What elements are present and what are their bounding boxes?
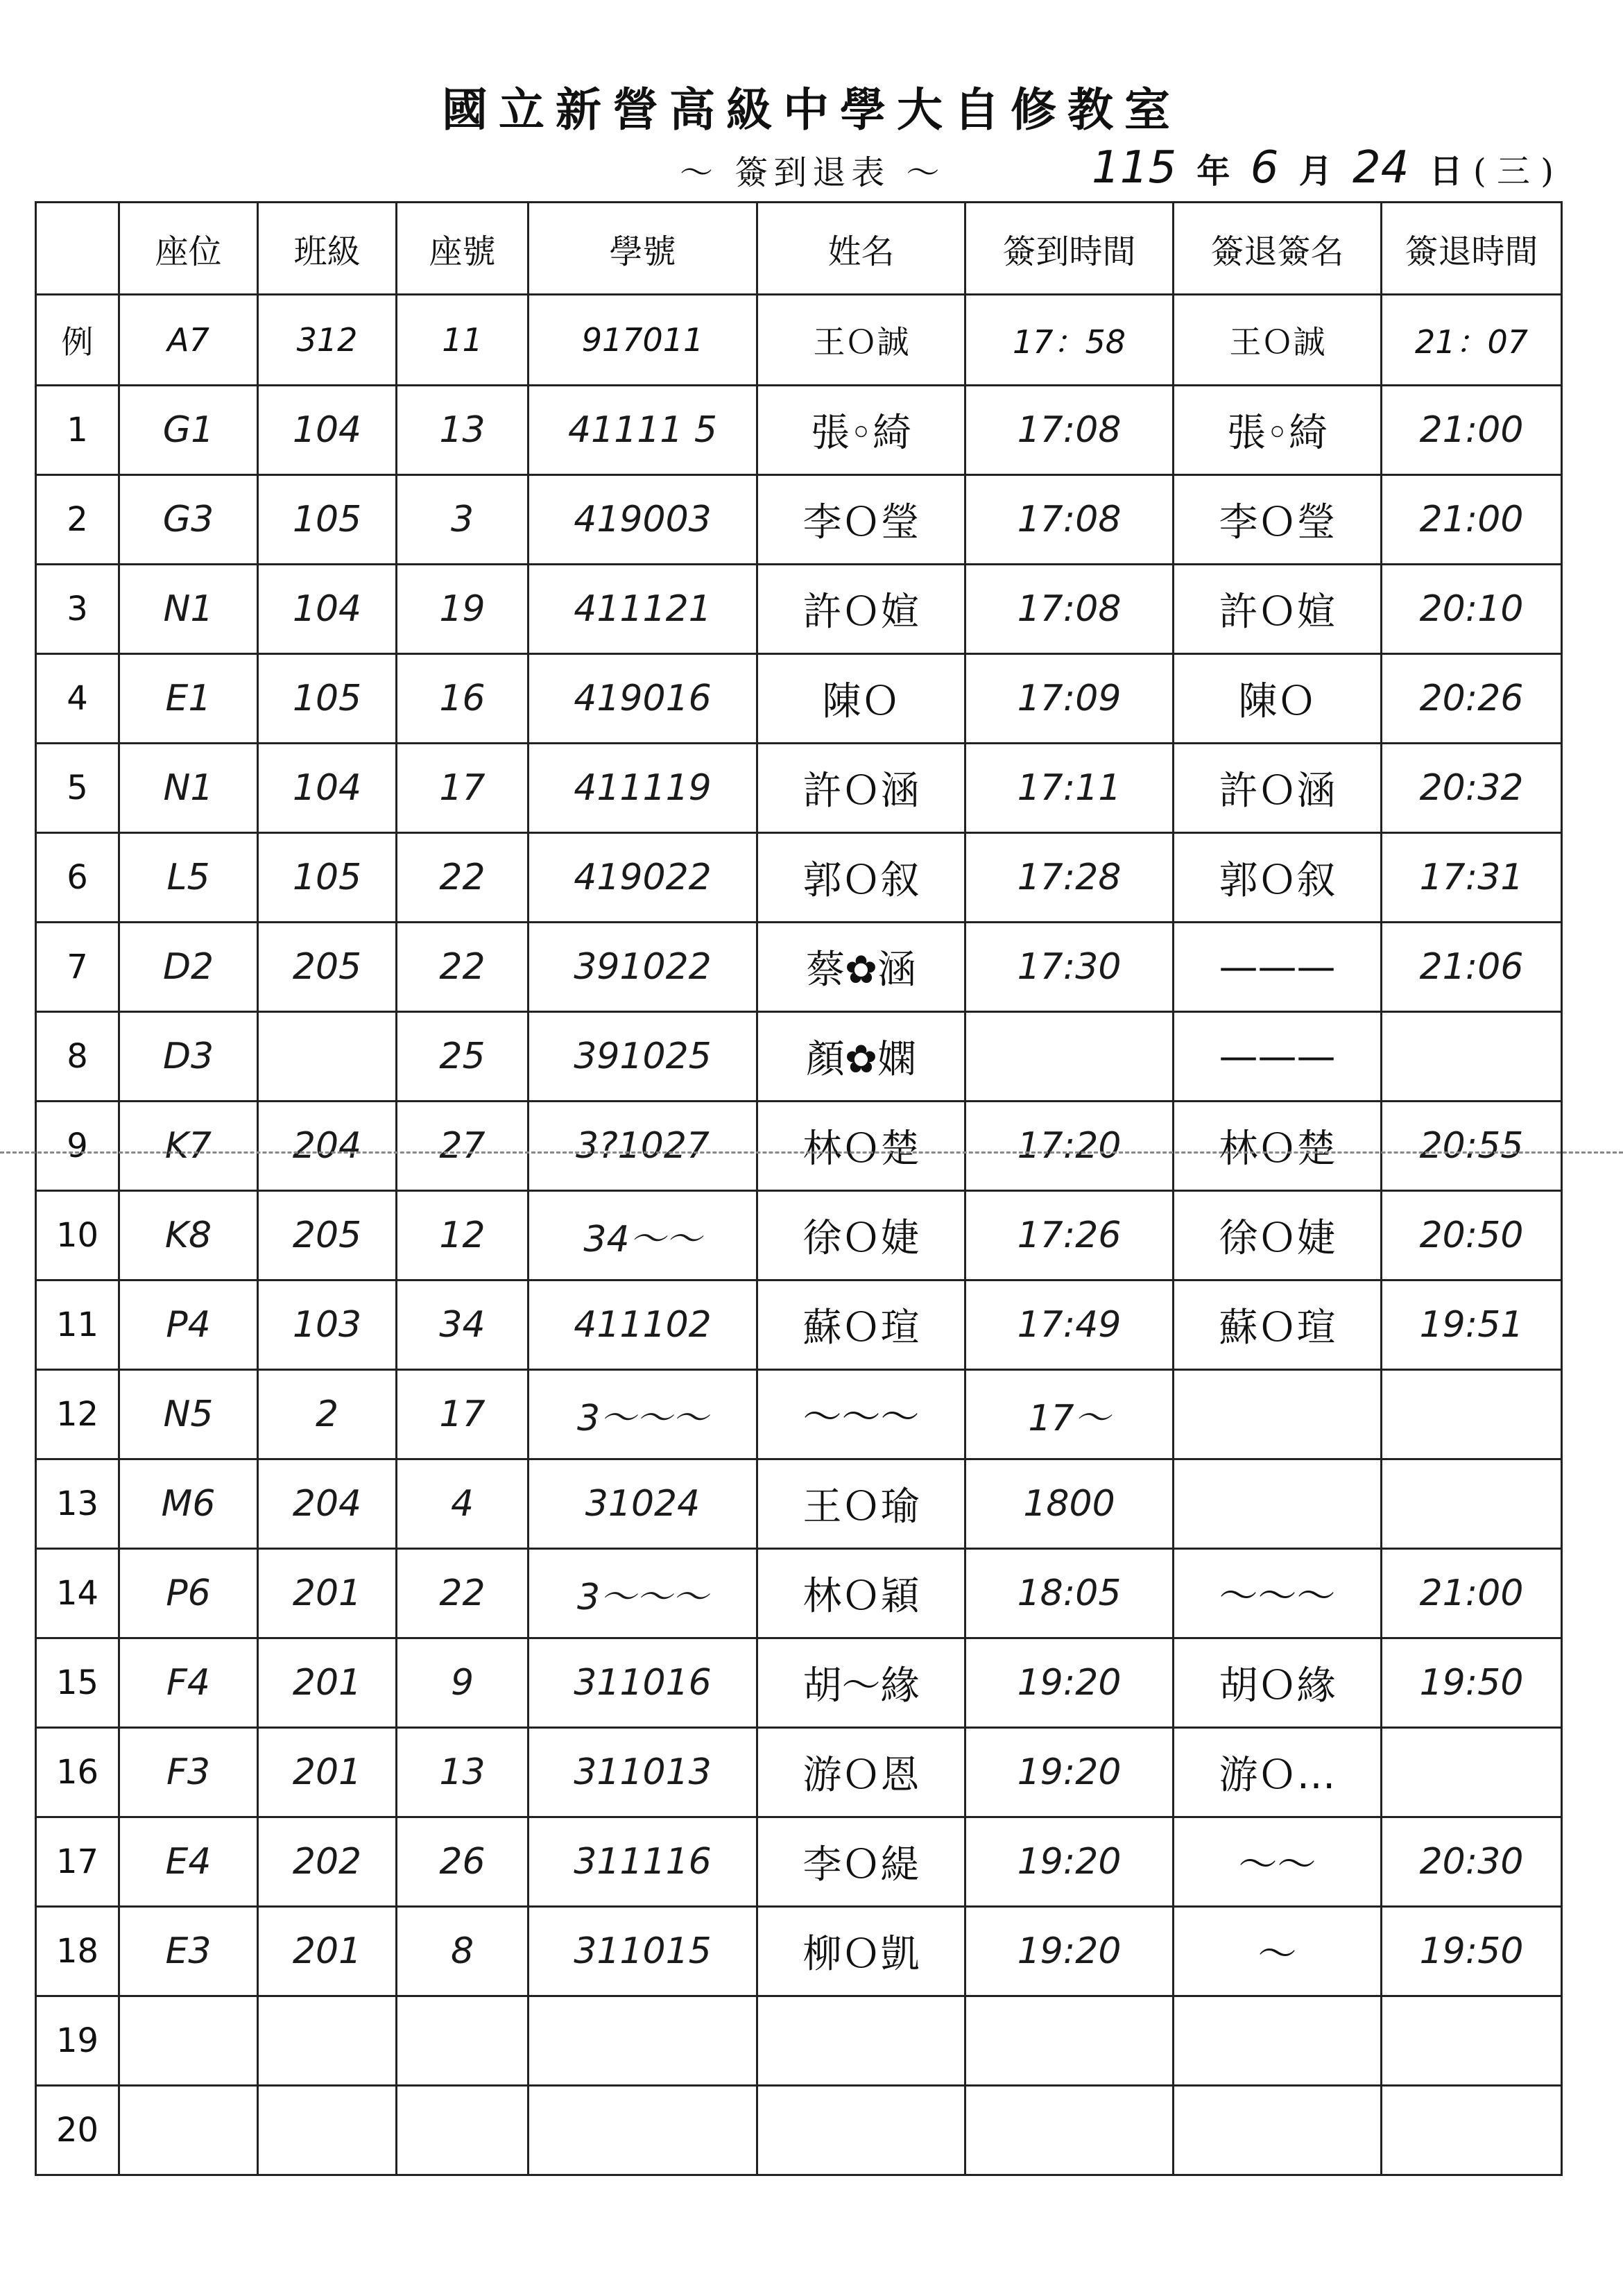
seat-cell: E3 xyxy=(119,1907,258,1996)
table-row xyxy=(36,1638,1562,1728)
row-number: 14 xyxy=(36,1549,119,1638)
sign-out-time-cell: 21:00 xyxy=(1382,1549,1562,1638)
row-number: 15 xyxy=(36,1638,119,1728)
sign-out-signature-cell: ——— xyxy=(1174,1012,1382,1102)
name-cell: 許Ｏ涵 xyxy=(757,744,965,833)
sign-out-time-cell: 20:50 xyxy=(1382,1191,1562,1280)
sign-in-time-cell: 17:49 xyxy=(965,1280,1174,1370)
class-cell xyxy=(258,1996,397,2086)
sign-out-time-cell: 17:31 xyxy=(1382,833,1562,923)
seat-cell: M6 xyxy=(119,1459,258,1549)
seat-cell: K8 xyxy=(119,1191,258,1280)
class-cell: 103 xyxy=(258,1280,397,1370)
sign-out-time-cell: 19:50 xyxy=(1382,1907,1562,1996)
class-cell: 201 xyxy=(258,1728,397,1817)
table-row xyxy=(36,1549,1562,1638)
sign-in-time-cell: 19:20 xyxy=(965,1638,1174,1728)
student-id-cell: 391022 xyxy=(529,923,757,1012)
row-number: 6 xyxy=(36,833,119,923)
sign-out-time-cell xyxy=(1382,1012,1562,1102)
seat-cell: D3 xyxy=(119,1012,258,1102)
row-number: 18 xyxy=(36,1907,119,1996)
seat-number-cell: 34 xyxy=(397,1280,529,1370)
name-cell: 林Ｏ穎 xyxy=(757,1549,965,1638)
example-label: 例 xyxy=(36,295,119,386)
table-row xyxy=(36,833,1562,923)
example-sign-out-time: 21：07 xyxy=(1382,295,1562,386)
example-sign-out-signature: 王Ｏ誠 xyxy=(1174,295,1382,386)
sign-out-signature-cell xyxy=(1174,1370,1382,1459)
date-day: 24 xyxy=(1352,142,1409,194)
example-seat-number: 11 xyxy=(397,295,529,386)
name-cell: 林Ｏ楚 xyxy=(757,1102,965,1191)
sign-out-signature-cell xyxy=(1174,2086,1382,2175)
row-number: 12 xyxy=(36,1370,119,1459)
student-id-cell: 311016 xyxy=(529,1638,757,1728)
class-cell: 201 xyxy=(258,1638,397,1728)
row-number: 4 xyxy=(36,654,119,744)
student-id-cell: 3?1027 xyxy=(529,1102,757,1191)
row-number: 2 xyxy=(36,475,119,565)
sign-out-signature-cell: 郭Ｏ叙 xyxy=(1174,833,1382,923)
sign-out-time-cell: 20:32 xyxy=(1382,744,1562,833)
seat-number-cell: 13 xyxy=(397,386,529,475)
date-month: 6 xyxy=(1250,142,1279,194)
sign-in-time-cell: 1800 xyxy=(965,1459,1174,1549)
seat-cell: G1 xyxy=(119,386,258,475)
sign-out-signature-cell: 徐Ｏ婕 xyxy=(1174,1191,1382,1280)
name-cell: 顏✿嫻 xyxy=(757,1012,965,1102)
sign-out-signature-cell: 許Ｏ涵 xyxy=(1174,744,1382,833)
row-number: 1 xyxy=(36,386,119,475)
class-cell: 104 xyxy=(258,565,397,654)
seat-number-cell: 16 xyxy=(397,654,529,744)
row-number: 7 xyxy=(36,923,119,1012)
table-row xyxy=(36,923,1562,1012)
header-student-id: 學號 xyxy=(529,203,757,295)
date-line xyxy=(1082,142,1554,194)
sign-out-time-cell: 20:30 xyxy=(1382,1817,1562,1907)
sign-in-time-cell xyxy=(965,2086,1174,2175)
class-cell: 202 xyxy=(258,1817,397,1907)
sign-in-time-cell: 17～ xyxy=(965,1370,1174,1459)
student-id-cell: 391025 xyxy=(529,1012,757,1102)
sign-out-time-cell: 20:26 xyxy=(1382,654,1562,744)
table-row xyxy=(36,565,1562,654)
header-name: 姓名 xyxy=(757,203,965,295)
row-number: 17 xyxy=(36,1817,119,1907)
sign-in-time-cell: 17:08 xyxy=(965,475,1174,565)
table-row xyxy=(36,2086,1562,2175)
seat-number-cell xyxy=(397,2086,529,2175)
table-row xyxy=(36,1191,1562,1280)
header-class: 班級 xyxy=(258,203,397,295)
seat-number-cell: 12 xyxy=(397,1191,529,1280)
date-day-label: 日 xyxy=(1429,152,1463,191)
header-seat: 座位 xyxy=(119,203,258,295)
row-number: 20 xyxy=(36,2086,119,2175)
sign-in-time-cell: 18:05 xyxy=(965,1549,1174,1638)
student-id-cell: 311015 xyxy=(529,1907,757,1996)
seat-cell: N5 xyxy=(119,1370,258,1459)
student-id-cell: 41111 5 xyxy=(529,386,757,475)
name-cell: 蘇Ｏ瑄 xyxy=(757,1280,965,1370)
sign-out-signature-cell: ～～～ xyxy=(1174,1549,1382,1638)
seat-cell: F3 xyxy=(119,1728,258,1817)
table-row xyxy=(36,1817,1562,1907)
sign-out-time-cell: 19:50 xyxy=(1382,1638,1562,1728)
row-number: 3 xyxy=(36,565,119,654)
seat-number-cell: 22 xyxy=(397,833,529,923)
student-id-cell: 3～～～ xyxy=(529,1370,757,1459)
seat-number-cell: 27 xyxy=(397,1102,529,1191)
name-cell xyxy=(757,2086,965,2175)
student-id-cell: 419003 xyxy=(529,475,757,565)
seat-cell: F4 xyxy=(119,1638,258,1728)
name-cell: ～～～ xyxy=(757,1370,965,1459)
sign-out-time-cell xyxy=(1382,1996,1562,2086)
sign-in-time-cell: 17:30 xyxy=(965,923,1174,1012)
sign-out-time-cell: 19:51 xyxy=(1382,1280,1562,1370)
row-number: 11 xyxy=(36,1280,119,1370)
sign-out-signature-cell xyxy=(1174,1996,1382,2086)
name-cell: 許Ｏ媗 xyxy=(757,565,965,654)
row-number: 10 xyxy=(36,1191,119,1280)
sign-out-signature-cell xyxy=(1174,1459,1382,1549)
seat-number-cell: 22 xyxy=(397,1549,529,1638)
table-row xyxy=(36,1012,1562,1102)
seat-cell: P4 xyxy=(119,1280,258,1370)
sign-out-signature-cell: 許Ｏ媗 xyxy=(1174,565,1382,654)
table-row xyxy=(36,1370,1562,1459)
seat-number-cell: 13 xyxy=(397,1728,529,1817)
name-cell: 徐Ｏ婕 xyxy=(757,1191,965,1280)
seat-number-cell: 25 xyxy=(397,1012,529,1102)
sign-in-time-cell: 19:20 xyxy=(965,1907,1174,1996)
sign-in-time-cell xyxy=(965,1012,1174,1102)
class-cell: 205 xyxy=(258,1191,397,1280)
sign-out-signature-cell: ——— xyxy=(1174,923,1382,1012)
row-number: 8 xyxy=(36,1012,119,1102)
sign-in-time-cell: 17:09 xyxy=(965,654,1174,744)
student-id-cell: 311013 xyxy=(529,1728,757,1817)
name-cell: 李Ｏ瑩 xyxy=(757,475,965,565)
table-row xyxy=(36,654,1562,744)
name-cell: 李Ｏ緹 xyxy=(757,1817,965,1907)
class-cell: 201 xyxy=(258,1549,397,1638)
student-id-cell: 411121 xyxy=(529,565,757,654)
sign-out-time-cell xyxy=(1382,1370,1562,1459)
sign-out-signature-cell: 陳Ｏ xyxy=(1174,654,1382,744)
header-sign-in-time: 簽到時間 xyxy=(965,203,1174,295)
class-cell: 201 xyxy=(258,1907,397,1996)
name-cell: 游Ｏ恩 xyxy=(757,1728,965,1817)
sign-out-time-cell: 20:10 xyxy=(1382,565,1562,654)
sign-out-time-cell: 20:55 xyxy=(1382,1102,1562,1191)
name-cell: 張◦綺 xyxy=(757,386,965,475)
sign-out-signature-cell: ～～ xyxy=(1174,1817,1382,1907)
sign-out-signature-cell: 游Ｏ… xyxy=(1174,1728,1382,1817)
student-id-cell: 419016 xyxy=(529,654,757,744)
class-cell: 105 xyxy=(258,654,397,744)
row-number: 19 xyxy=(36,1996,119,2086)
sign-in-time-cell: 17:28 xyxy=(965,833,1174,923)
sign-out-signature-cell: 張◦綺 xyxy=(1174,386,1382,475)
seat-number-cell: 22 xyxy=(397,923,529,1012)
header-index xyxy=(36,203,119,295)
student-id-cell: 34～～ xyxy=(529,1191,757,1280)
sign-in-time-cell: 17:26 xyxy=(965,1191,1174,1280)
sign-in-time-cell: 17:20 xyxy=(965,1102,1174,1191)
seat-number-cell: 3 xyxy=(397,475,529,565)
example-name: 王Ｏ誠 xyxy=(757,295,965,386)
name-cell: 郭Ｏ叙 xyxy=(757,833,965,923)
sign-in-time-cell: 19:20 xyxy=(965,1817,1174,1907)
seat-number-cell: 4 xyxy=(397,1459,529,1549)
sign-out-signature-cell: 蘇Ｏ瑄 xyxy=(1174,1280,1382,1370)
class-cell: 104 xyxy=(258,744,397,833)
table-row xyxy=(36,1102,1562,1191)
class-cell: 105 xyxy=(258,833,397,923)
seat-cell: E4 xyxy=(119,1817,258,1907)
header-sign-out-time: 簽退時間 xyxy=(1382,203,1562,295)
sign-out-time-cell: 21:00 xyxy=(1382,475,1562,565)
page-title: 國立新營高級中學大自修教室 xyxy=(442,83,1181,137)
seat-cell: N1 xyxy=(119,565,258,654)
seat-number-cell xyxy=(397,1996,529,2086)
sign-in-time-cell: 19:20 xyxy=(965,1728,1174,1817)
seat-cell: L5 xyxy=(119,833,258,923)
class-cell: 104 xyxy=(258,386,397,475)
class-cell: 204 xyxy=(258,1102,397,1191)
seat-cell: P6 xyxy=(119,1549,258,1638)
date-year-label: 年 xyxy=(1196,152,1230,191)
student-id-cell: 31024 xyxy=(529,1459,757,1549)
seat-number-cell: 8 xyxy=(397,1907,529,1996)
sign-out-signature-cell: ～ xyxy=(1174,1907,1382,1996)
page-subtitle: ～ 簽到退表 ～ xyxy=(680,153,945,192)
sign-in-table xyxy=(35,201,1563,2176)
name-cell: 胡～緣 xyxy=(757,1638,965,1728)
sign-in-time-cell: 17:08 xyxy=(965,386,1174,475)
table-row xyxy=(36,386,1562,475)
row-number: 16 xyxy=(36,1728,119,1817)
seat-cell: G3 xyxy=(119,475,258,565)
row-number: 13 xyxy=(36,1459,119,1549)
sign-out-signature-cell: 李Ｏ瑩 xyxy=(1174,475,1382,565)
row-number: 9 xyxy=(36,1102,119,1191)
sign-out-time-cell xyxy=(1382,1459,1562,1549)
seat-cell: K7 xyxy=(119,1102,258,1191)
table-row xyxy=(36,1996,1562,2086)
date-year: 115 xyxy=(1092,142,1177,194)
sign-in-time-cell: 17:08 xyxy=(965,565,1174,654)
class-cell xyxy=(258,2086,397,2175)
student-id-cell: 411102 xyxy=(529,1280,757,1370)
example-seat: A7 xyxy=(119,295,258,386)
seat-cell: E1 xyxy=(119,654,258,744)
sign-out-time-cell: 21:00 xyxy=(1382,386,1562,475)
sign-out-signature-cell: 胡Ｏ緣 xyxy=(1174,1638,1382,1728)
sign-out-time-cell: 21:06 xyxy=(1382,923,1562,1012)
student-id-cell xyxy=(529,1996,757,2086)
date-weekday: ( 三 ) xyxy=(1472,152,1554,191)
table-row xyxy=(36,1907,1562,1996)
class-cell: 205 xyxy=(258,923,397,1012)
name-cell: 柳Ｏ凱 xyxy=(757,1907,965,1996)
seat-cell xyxy=(119,2086,258,2175)
table-row xyxy=(36,475,1562,565)
sign-out-time-cell xyxy=(1382,1728,1562,1817)
student-id-cell xyxy=(529,2086,757,2175)
date-month-label: 月 xyxy=(1298,152,1332,191)
class-cell xyxy=(258,1012,397,1102)
seat-cell xyxy=(119,1996,258,2086)
student-id-cell: 411119 xyxy=(529,744,757,833)
example-sign-in-time: 17：58 xyxy=(965,295,1174,386)
sign-in-time-cell: 17:11 xyxy=(965,744,1174,833)
seat-cell: D2 xyxy=(119,923,258,1012)
table-row xyxy=(36,744,1562,833)
student-id-cell: 311116 xyxy=(529,1817,757,1907)
table-row xyxy=(36,1728,1562,1817)
name-cell: 蔡✿涵 xyxy=(757,923,965,1012)
example-row xyxy=(36,295,1562,386)
sign-out-signature-cell: 林Ｏ楚 xyxy=(1174,1102,1382,1191)
seat-number-cell: 26 xyxy=(397,1817,529,1907)
class-cell: 2 xyxy=(258,1370,397,1459)
seat-cell: N1 xyxy=(119,744,258,833)
example-student-id: 917011 xyxy=(529,295,757,386)
name-cell: 王Ｏ瑜 xyxy=(757,1459,965,1549)
seat-number-cell: 19 xyxy=(397,565,529,654)
class-cell: 105 xyxy=(258,475,397,565)
header-seat-number: 座號 xyxy=(397,203,529,295)
seat-number-cell: 17 xyxy=(397,1370,529,1459)
name-cell: 陳Ｏ xyxy=(757,654,965,744)
example-class: 312 xyxy=(258,295,397,386)
seat-number-cell: 9 xyxy=(397,1638,529,1728)
header-sign-out-signature: 簽退簽名 xyxy=(1174,203,1382,295)
name-cell xyxy=(757,1996,965,2086)
student-id-cell: 419022 xyxy=(529,833,757,923)
fold-line xyxy=(0,1151,1623,1154)
seat-number-cell: 17 xyxy=(397,744,529,833)
table-row xyxy=(36,1459,1562,1549)
class-cell: 204 xyxy=(258,1459,397,1549)
sign-in-time-cell xyxy=(965,1996,1174,2086)
sign-out-time-cell xyxy=(1382,2086,1562,2175)
table-row xyxy=(36,1280,1562,1370)
student-id-cell: 3～～～ xyxy=(529,1549,757,1638)
header-row xyxy=(36,203,1562,295)
row-number: 5 xyxy=(36,744,119,833)
